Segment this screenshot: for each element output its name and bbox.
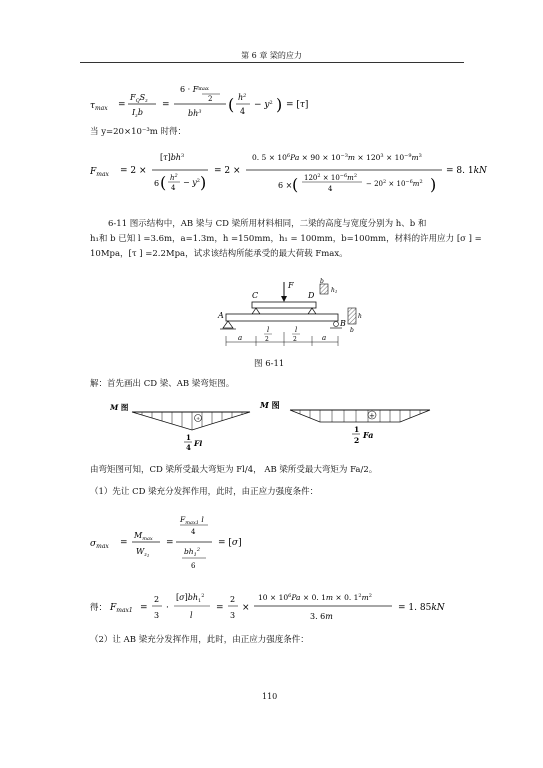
svg-text:4: 4 (191, 528, 196, 536)
svg-text:Izb: $I_zb$ (132, 108, 143, 119)
svg-text:l: l (295, 326, 298, 334)
svg-text:− y2: − $y^2$ (254, 100, 273, 110)
left-moment-value: Fl (194, 439, 203, 448)
svg-text:=: = (162, 100, 170, 110)
svg-text:FQSz: $F_QS_z$ (130, 93, 148, 104)
svg-text:= 2 ×: = 2 × (214, 166, 241, 176)
svg-text:10 × 106Pa × 0. 1m × 0. 12m2: $10 \times 10^6Pa \times 0$. 1m × 0. $1^2m^2$ (258, 593, 372, 602)
svg-text:=: = (120, 538, 128, 548)
svg-text:h1: h1 (331, 287, 338, 294)
svg-text:bh12: $bh_1^2$ (184, 547, 201, 558)
svg-text:1: 1 (186, 433, 191, 442)
moment-diagrams (110, 396, 440, 454)
svg-text:2: 2 (354, 436, 360, 445)
svg-text:2: 2 (293, 336, 297, 343)
step1-text: （1）先让 CD 梁充分发挥作用，此时，由正应力强度条件： (90, 487, 319, 497)
svg-text:1202 × 10−6m2: $120^2 \times 10^{-6}m^2$ (304, 173, 357, 182)
svg-text:τmax: $\tau_{max}$ (90, 101, 108, 112)
svg-text:4: 4 (171, 184, 176, 192)
svg-text:=: = (166, 538, 174, 548)
svg-text:a: a (322, 334, 327, 342)
condition-text: 当 y=20×10⁻³m 时得： (90, 127, 187, 137)
svg-text:2: 2 (154, 595, 160, 604)
svg-text:3: 3 (154, 611, 160, 620)
chapter-header: 第 6 章 梁的应力 (241, 51, 302, 60)
svg-text:·: · (166, 603, 169, 613)
svg-text:Wz1: $W_z1$ (136, 547, 150, 558)
svg-text:=: = (118, 100, 126, 110)
svg-text:h2: $h^2$ (170, 173, 178, 182)
svg-text:(: ( (292, 175, 299, 194)
structure-svg (208, 278, 368, 350)
svg-text:+: + (196, 416, 201, 422)
equation-tau-max (90, 80, 450, 128)
svg-text:= [σ]: = [σ] (218, 538, 242, 548)
plus-sign: + (369, 412, 375, 420)
equation-sigma-svg (90, 512, 350, 574)
equation-fmax-svg (90, 142, 490, 200)
equation-tau-svg (90, 80, 450, 128)
svg-text:b: b (350, 327, 354, 334)
text-after-diagram: 由弯矩图可知，CD 梁所受最大弯矩为 Fl/4， AB 梁所受最大弯矩为 Fa/2。 (90, 465, 378, 475)
svg-text:=: = (140, 603, 148, 613)
svg-text:l: l (267, 326, 270, 334)
svg-text:= 2 ×: = 2 × (120, 166, 147, 176)
svg-text:l: l (190, 611, 193, 620)
svg-text:6 · Fmax: $6 \cdot F^{max}$ (180, 85, 209, 94)
label-b: B (340, 319, 346, 328)
equation-fmax1 (90, 588, 500, 628)
problem-line-1: 6-11 图示结构中，AB 梁与 CD 梁所用材料相同，二梁的高度与宽度分别为 h、b 和 (108, 219, 427, 229)
svg-text:4: 4 (186, 443, 191, 452)
svg-text:2: 2 (265, 336, 269, 343)
svg-text:2: 2 (208, 95, 213, 103)
svg-text:6 ×: 6 × (278, 181, 293, 190)
svg-text:b: b (320, 278, 324, 285)
header-rule (80, 62, 464, 63)
svg-text:Mmax: $M_{max}$ (134, 531, 153, 542)
svg-text:[σ]bh12: $[\sigma]bh_1^2$ (176, 593, 205, 604)
problem-line-2: h₁和 b 已知 l =3.6m，a=1.3m，h =150mm，h₁ = 100mm，b=100mm，材料的许用应力 [σ ] = (90, 234, 482, 244)
svg-text:− 202 × 10−6m2: − $20^2 \times 10^{-6}m^2$ (366, 179, 423, 188)
svg-text:3: 3 (230, 611, 236, 620)
equation-fmax (90, 142, 490, 200)
step2-text: （2）让 AB 梁充分发挥作用，此时，由正应力强度条件： (90, 635, 309, 645)
equation-sigma-max (90, 512, 350, 574)
svg-text:6: 6 (154, 179, 160, 188)
svg-text:4: 4 (240, 107, 246, 116)
svg-text:2: 2 (230, 595, 236, 604)
svg-text:1: 1 (354, 425, 360, 434)
svg-text:σmax: $\sigma_{max}$ (90, 539, 109, 550)
svg-text:3. 6m: 3. 6m (310, 612, 333, 621)
svg-text:− y2: − $y^2$ (183, 178, 200, 187)
svg-text:Fmax: $F_{max}$ (90, 167, 109, 178)
svg-text:(: ( (228, 95, 235, 114)
svg-text:Fmax1 l: $F_{max1}$ l (180, 515, 204, 526)
equation-fmax1-svg (90, 588, 500, 628)
svg-text:): ) (200, 173, 207, 192)
structure-figure (208, 278, 368, 350)
figure-caption: 图 6-11 (254, 359, 285, 369)
svg-text:bh3: $bh^3$ (188, 109, 202, 118)
svg-text:): ) (276, 95, 283, 114)
right-moment-value: Fa (363, 430, 374, 440)
svg-text:= 8. 1kN: = 8. 1kN (446, 166, 487, 176)
svg-text:h: h (358, 313, 362, 320)
svg-text:(: ( (160, 173, 167, 192)
svg-text:M 图: M 图 (260, 400, 280, 410)
svg-text:6: 6 (191, 562, 196, 570)
svg-text:×: × (242, 603, 250, 613)
svg-text:4: 4 (328, 185, 333, 193)
svg-text:M 图: M 图 (110, 403, 129, 412)
svg-text:h2: $h^2$ (238, 93, 247, 102)
solution-intro: 解：首先画出 CD 梁、AB 梁弯矩图。 (90, 379, 235, 389)
svg-text:= [τ]: = [τ] (286, 100, 309, 110)
label-f: F (288, 281, 294, 290)
svg-text:): ) (430, 175, 437, 194)
problem-line-3: 10Mpa，[τ ] =2.2Mpa，试求该结构所能承受的最大荷载 Fmax。 (90, 249, 348, 259)
page-number: 110 (262, 692, 278, 701)
label-d: D (308, 291, 315, 300)
svg-text:=: = (216, 603, 224, 613)
svg-text:Fmax1: $F_{max1}$ (110, 603, 133, 614)
svg-text:得：: 得： (90, 603, 108, 613)
svg-text:[τ]bh3: $[\tau]bh^3$ (160, 153, 185, 162)
label-c: C (252, 291, 259, 300)
svg-text:0. 5 × 106Pa × 90 × 10−3m × 12: 0. $5 \times 10^6Pa \times 90 \times 10^{-3}m \times 120^3 \times 10^{-9}m^3$ (252, 153, 422, 162)
svg-text:= 1. 85kN: = 1. 85kN (398, 603, 445, 613)
svg-text:a: a (238, 334, 243, 342)
label-a: A (218, 311, 224, 320)
moment-svg (110, 396, 440, 454)
